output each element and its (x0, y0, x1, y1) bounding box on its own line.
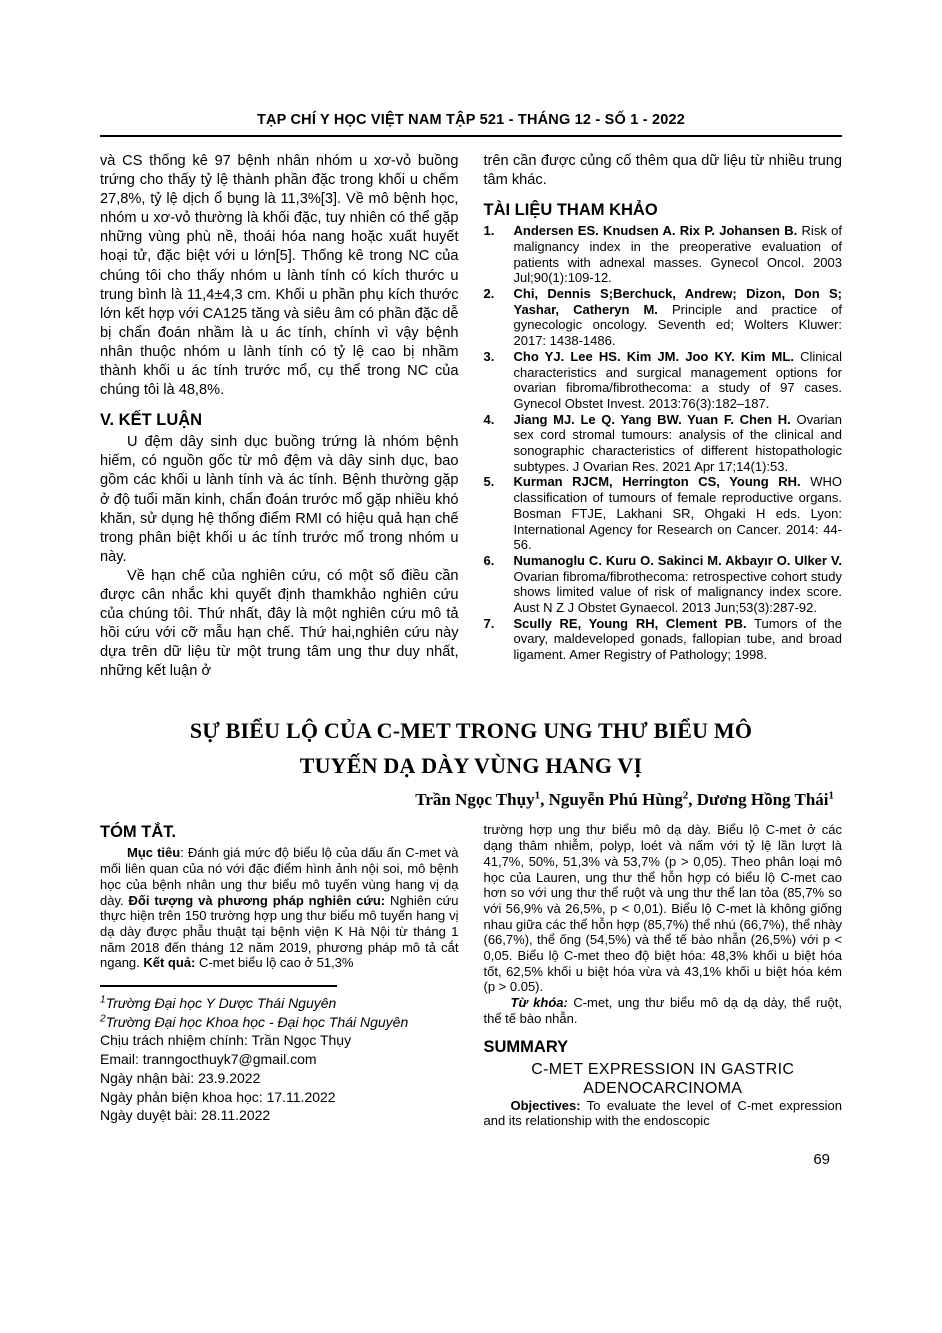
reference-text: Ovarian sex cord stromal tumours: analysis of the clinical and sonographic characteristics of different histopathologic subtypes. J Ovarian Res. 2021 Apr 17;14(1):53. (513, 411, 842, 474)
affiliation-text: Trường Đại học Khoa học - Đại học Thái Nguyên (105, 1013, 409, 1030)
reference-authors: Jiang MJ. Le Q. Yang BW. Yuan F. Chen H. (513, 411, 791, 427)
reference-number: 1. (483, 223, 495, 239)
reference-text: Ovarian fibroma/fibrothecoma: retrospective cohort study shows limited value of risk of malignancy index score. Aust N Z J Obstet Gynaecol. 2013 Jun;53(3):287-92. (513, 568, 842, 616)
reference-number: 5. (483, 474, 495, 490)
reference-authors: Kurman RJCM, Herrington CS, Young RH. (513, 474, 801, 490)
journal-header: TẠP CHÍ Y HỌC VIỆT NAM TẬP 521 - THÁNG 12 - SỐ 1 - 2022 (100, 112, 842, 137)
affiliation-marker: 2 (100, 1013, 106, 1025)
author-separator: , (540, 790, 549, 810)
abstract-results-label: Kết quả: (143, 955, 196, 971)
reference-item (484, 474, 843, 553)
article2-authors (100, 788, 842, 812)
reference-number: 7. (483, 615, 495, 631)
article1-intro-continuation: trên cần được củng cố thêm qua dữ liệu từ nhiều trung tâm khác. (483, 153, 842, 189)
reference-authors: Numanoglu C. Kuru O. Sakinci M. Akbayır O. Ulker V. (513, 552, 842, 568)
reviewed-date-line: Ngày phản biện khoa học: 17.11.2022 (100, 1088, 336, 1105)
reference-text: WHO classification of tumours of female reproductive organs. Bosman FTJE, Lakhani SR, Ohgaki H eds. Lyon: International Agency for Research on Cancer. 2014: 44-56. (513, 474, 842, 553)
summary-title-line1: C-MET EXPRESSION IN GASTRIC (531, 1060, 795, 1078)
reference-authors: Cho YJ. Lee HS. Kim JM. Joo KY. Kim ML. (513, 348, 794, 364)
article2-title-line2: TUYẾN DẠ DÀY VÙNG HANG VỊ (299, 753, 643, 779)
affiliation-marker: 1 (100, 994, 106, 1006)
reference-number: 4. (483, 411, 495, 427)
article2-left-column (100, 822, 459, 1129)
article2-right-column (484, 822, 843, 1129)
reference-authors: Chi, Dennis S;Berchuck, Andrew; Dizon, Don S; Yashar, Catheryn M. (513, 286, 842, 317)
conclusion-paragraph-1: U đệm dây sinh dục buồng trứng là nhóm bệnh hiếm, có nguồn gốc từ mô đệm và dây sinh dục, bao gồm các khối u lành tính và ác tính. Bệnh thường gặp ở độ tuổi mãn kinh, chẩn đoán trước mổ gặp nhiều khó khăn, sử dụng hệ thống điểm RMI có hiệu quả hạn chế trong phân biệt khối u ác tính trước mổ trong nhóm u này. (100, 434, 459, 565)
keywords-label: Từ khóa: (510, 995, 568, 1011)
references-heading: TÀI LIỆU THAM KHẢO (483, 201, 658, 220)
article1-left-column (100, 152, 459, 681)
article1-right-column (484, 152, 843, 681)
conclusion-paragraph-2: Về hạn chế của nghiên cứu, có một số điều cần được cân nhắc khi quyết định thamkhảo nghiên cứu của chúng tôi. Thứ nhất, đây là một nghiên cứu mô tả hồi cứu với cỡ mẫu hạn chế. Thứ hai,nghiên cứu này dựa trên dữ liệu từ một trung tâm ung thư duy nhất, những kết luận ở (100, 567, 459, 680)
summary-objectives-paragraph (484, 1098, 843, 1129)
keywords-text: C-met, ung thư biểu mô dạ dạ dày, thể ruột, thể tế bào nhẫn. (483, 995, 842, 1026)
abstract-results-text-left: C-met biểu lộ cao ở 51,3% (195, 955, 354, 971)
abstract-paragraph (100, 845, 459, 971)
summary-objectives-text: To evaluate the level of C-met expression and its relationship with the endoscopic (483, 1097, 842, 1129)
abstract-heading: TÓM TẮT. (100, 823, 177, 842)
reference-item (484, 412, 843, 475)
reference-number: 3. (483, 348, 495, 364)
reference-authors: Andersen ES. Knudsen A. Rix P. Johansen B. (513, 223, 798, 239)
page-number: 69 (813, 1151, 830, 1168)
author-name: Trần Ngọc Thụy (415, 790, 535, 810)
abstract-methods-label: Đối tượng và phương pháp nghiên cứu: (128, 892, 386, 908)
article2-columns (100, 822, 842, 1129)
reference-text: Principle and practice of gynecologic oncology. Seventh ed; Wolters Kluwer: 2017: 1438-1486. (513, 301, 842, 349)
accepted-date-line: Ngày duyệt bài: 28.11.2022 (100, 1107, 271, 1124)
author-separator: , (688, 790, 697, 810)
abstract-methods-text: Nghiên cứu thực hiện trên 150 trường hợp ung thư biểu mô tuyến hang vị dạ dày được phẫu thuật tại bệnh viện K Hà Nội từ tháng 1 năm 2018 đến tháng 12 năm 2019, phương pháp mô tả cắt ngang. (100, 892, 459, 971)
reference-text: Tumors of the ovary, maldeveloped gonads, fallopian tube, and broad ligament. Amer Registry of Pathology; 1998. (513, 615, 843, 663)
article2-title-line1: SỰ BIỂU LỘ CỦA C-MET TRONG UNG THƯ BIỂU MÔ (189, 718, 753, 744)
abstract-continuation: trường hợp ung thư biểu mô dạ dày. Biểu lộ C-met ở các dạng thâm nhiễm, polyp, loét và nấm với tỷ lệ lần lượt là 41,7%, 50%, 51,3% và 53,7% (p > 0,05). Theo phân loại mô học của Lauren, ung thư thể hỗn hợp có biểu lộ C-met cao hơn so với ung thư thể ruột và ung thư thể lan tỏa (85,7% so với 56,9% và 26,5%, p < 0,01). Biểu lộ C-met là không giống nhau giữa các thể hỗn hợp (85,7%) thể nhú (66,7%), thể nhày (66,7%), thể ống (54,5%) và thể tế bào nhẫn (26,5%) với p < 0,05. Biểu lộ C-met theo độ biệt hóa: 48,3% khối u biệt hóa tốt, 62,5% khối u biệt hóa vừa và 43,1% khối u biệt hóa kém (p > 0.05). (483, 822, 842, 995)
reference-item (484, 286, 843, 349)
article1-body-paragraph: và CS thống kê 97 bệnh nhân nhóm u xơ-vỏ buồng trứng cho thấy tỷ lệ thành phần đặc trong khối u chếm 27,8%, tỷ lệ dịch ổ bụng là 11,3%[3]. Về mô bệnh học, nhóm u xơ-vỏ thường là khối đặc, tuy nhiên có thể gặp những vùng phù nề, thoái hóa nang hoặc xuất huyết hoại tử, đặc biệt với u lớn[5]. Thống kê trong NC của chúng tôi cho thấy nhóm u lành tính có kích thước u trung bình là 11,4±4,3 cm. Khối u phần phụ kích thước lớn kết hợp với CA125 tăng và siêu âm có phần đặc dễ bị chẩn đoán nhầm là u ác tính, chính vì vậy bệnh nhân thuộc nhóm u lành tính có tỷ lệ cao bị nhầm thành khối u ác tính trước mổ, cụ thể trong NC của chúng tôi là 48,8%. (100, 153, 459, 399)
affiliation-2 (100, 1013, 459, 1032)
reference-item (484, 553, 843, 616)
summary-title (484, 1060, 843, 1098)
abstract-objectives-label: Mục tiêu (127, 845, 181, 861)
affiliation-1 (100, 994, 459, 1013)
author-name: Dương Hồng Thái (696, 790, 829, 810)
author-affiliation-marker: 2 (682, 789, 689, 802)
reference-item (484, 616, 843, 663)
email-line: Email: tranngocthuyk7@gmail.com (100, 1051, 317, 1068)
reference-text: Risk of malignancy index in the preoperative evaluation of patients with adnexal masses. Gynecol Oncol. 2003 Jul;90(1):109-12. (513, 223, 842, 286)
article2 (100, 713, 842, 1129)
reference-item (484, 223, 843, 286)
corresponding-author-line: Chịu trách nhiệm chính: Trần Ngọc Thụy (100, 1032, 352, 1049)
author-affiliation-marker: 1 (828, 789, 834, 802)
summary-heading: SUMMARY (483, 1037, 569, 1056)
affiliation-text: Trường Đại học Y Dược Thái Nguyên (105, 995, 337, 1012)
article1-columns (100, 152, 842, 681)
keywords-paragraph (484, 995, 843, 1026)
article2-title (100, 713, 842, 783)
reference-text: Clinical characteristics and surgical management options for ovarian fibroma/fibrothecoma: a study of 97 cases. Gynecol Obstet Invest. 2013:76(3):182–187. (513, 348, 842, 411)
reference-number: 6. (483, 552, 495, 568)
footnote-block (100, 994, 459, 1125)
conclusion-heading: V. KẾT LUẬN (100, 411, 203, 430)
received-date-line: Ngày nhận bài: 23.9.2022 (100, 1069, 261, 1086)
author-affiliation-marker: 1 (534, 789, 541, 802)
summary-title-line2: ADENOCARCINOMA (583, 1079, 743, 1097)
reference-number: 2. (483, 286, 495, 301)
reference-item (484, 349, 843, 412)
abstract-objectives-text: : Đánh giá mức độ biểu lộ của dấu ấn C-met và mối liên quan của nó với đặc điểm hình ảnh nội soi, mô bệnh học của bệnh nhân ung thư biểu mô tuyến vùng hang vị dạ dày. (100, 845, 459, 908)
footnote-separator (100, 985, 337, 987)
summary-objectives-label: Objectives: (510, 1097, 581, 1113)
reference-authors: Scully RE, Young RH, Clement PB. (513, 615, 747, 631)
author-name: Nguyễn Phú Hùng (548, 790, 683, 810)
